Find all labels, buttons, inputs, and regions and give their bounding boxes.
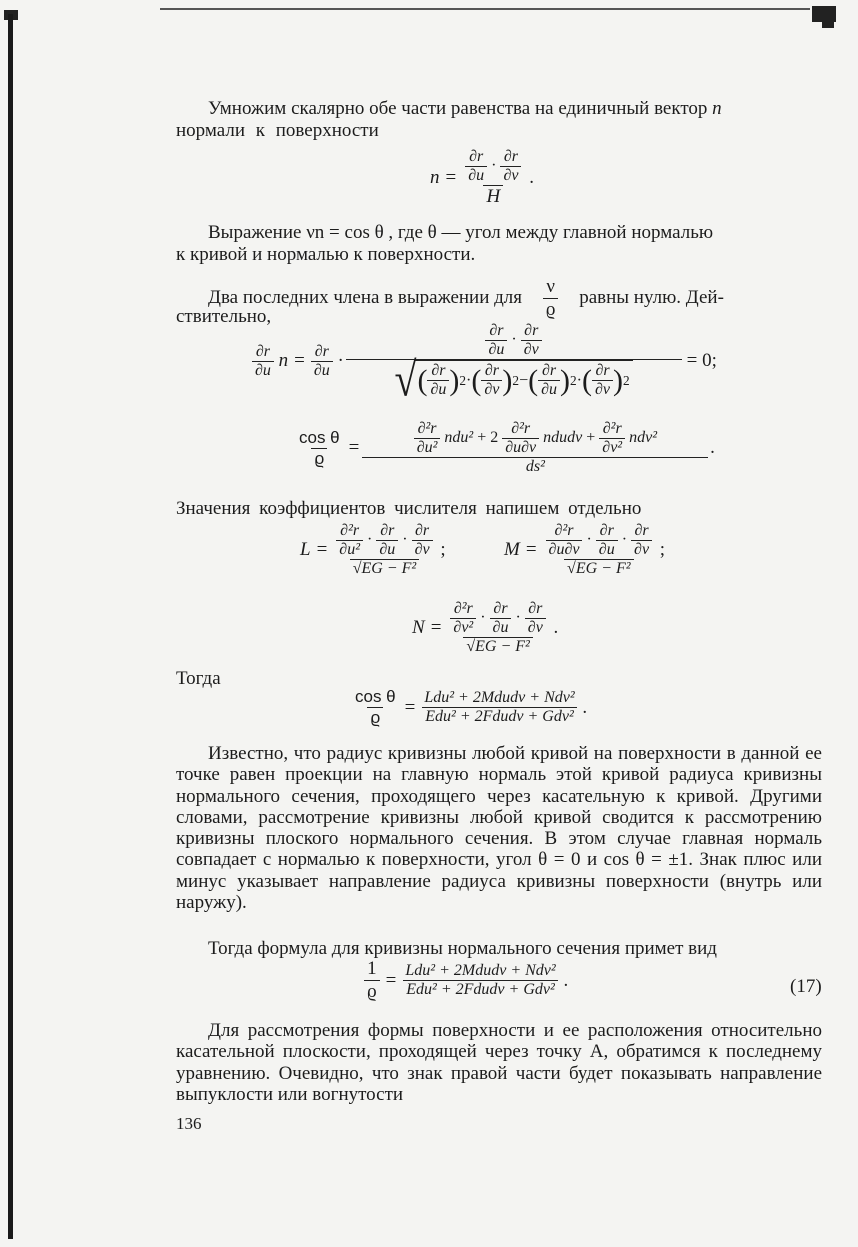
nu-over-rho — [543, 276, 559, 321]
paragraph-1-line-2: нормали к поверхности — [176, 120, 379, 141]
denominator: Edu² + 2Fdudv + Gdv² — [403, 980, 558, 999]
ds-squared: ds² — [362, 457, 708, 476]
rho: ϱ — [543, 298, 559, 321]
L: L — [300, 539, 311, 560]
denominator: √EG − F² — [463, 637, 532, 656]
paragraph-3-line-1 — [208, 276, 724, 321]
text: Два последних члена в выражении для — [208, 286, 523, 308]
equation-cos-ratio: $\frac{\text{cos θ}}{ϱ}$ = $\frac{\text{Ldu² + 2Mdudv + Ndv²}}{\text{Edu² + 2Fdudv + Gdv²}}$ . — [352, 686, 587, 728]
paragraph-7: Тогда формула для кривизны нормального сечения примет вид — [208, 938, 717, 959]
scan-edge-left — [8, 14, 13, 1239]
equals-zero: = 0; — [686, 350, 717, 371]
denominator: Edu² + 2Fdudv + Gdv² — [422, 707, 577, 726]
text: равны нулю. Дей- — [579, 286, 724, 308]
cos-theta: cos θ — [299, 427, 340, 447]
numerator: Ldu² + 2Mdudv + Ndv² — [424, 689, 575, 706]
N: N — [412, 617, 425, 638]
vector-n: n — [712, 98, 722, 119]
equation-L: L = $\frac{\text{∂²r}}{\text{∂u²}}$ · $\frac{\partial r}{\partial u}$ · $\frac{\partial r}{\partial v}$ √EG − F² ; — [300, 522, 446, 577]
paragraph-4: Значения коэффициентов числителя напишем отдельно — [176, 498, 642, 519]
rho: ϱ — [311, 448, 327, 469]
equation-N: N = $\frac{\text{∂²r}}{\text{∂v²}}$ · $\frac{\partial r}{\partial u}$ · $\frac{\partial r}{\partial v}$ √EG − F² . — [412, 600, 559, 655]
paragraph-6: Известно, что радиус кривизны любой кривой на поверхности в данной ее точке равен проекции на главную нормаль этой кривой радиуса кривизны нормального сечения, проходящего через касательную к кривой. Другими словами, рассмотрение кривизны любой кривой сводится к рассмотрению кривизны плоского нормального сечения. В этом случае главная нормаль совпадает с нормалью к поверхности, угол θ = 0 и cos θ = ±1. Знак плюс или минус указывает направление радиуса кривизны поверхности (внутрь или наружу). — [176, 743, 822, 914]
nu: ν — [546, 276, 555, 297]
rho: ϱ — [367, 707, 383, 728]
paragraph-2-line-2: к кривой и нормалью к поверхности. — [176, 244, 476, 265]
scan-corner-top-right-notch — [822, 20, 834, 28]
equation-unit-normal: n = $\frac{\partial r}{\partial u}$ · $\frac{\partial r}{\partial v}$ H . — [430, 148, 534, 207]
denominator: √EG − F² — [564, 559, 633, 578]
page-number: 136 — [176, 1114, 202, 1133]
paragraph-5: Тогда — [176, 668, 221, 689]
scan-edge-top — [160, 8, 810, 10]
equation-17: $\frac{1}{ϱ}$ = $\frac{\text{Ldu² + 2Mdudv + Ndv²}}{\text{Edu² + 2Fdudv + Gdv²}}$ . — [364, 958, 568, 1003]
equation-cos-theta: $\frac{\text{cos θ}}{ϱ}$ = $\frac{\text{∂²r}}{\text{∂u²}}$ ndu² + 2 $\frac{\text{∂²r}}{\partial u\partial v}$ ndudv + $\frac{\text{∂²r}}{\text{∂v²}}$ ndv² ds² . — [296, 420, 715, 476]
equation-number: (17) — [790, 976, 822, 997]
paragraph-2-line-1: Выражение νn = cos θ , где θ — угол между главной нормалью — [208, 222, 714, 243]
M: M — [504, 539, 520, 560]
paragraph-1-line-1 — [208, 98, 722, 120]
text: Умножим скалярно обе части равенства на единичный вектор — [208, 98, 708, 119]
numerator: Ldu² + 2Mdudv + Ndv² — [405, 962, 556, 979]
equation-M: M = $\frac{\text{∂²r}}{\partial u\partial v}$ · $\frac{\partial r}{\partial u}$ · $\frac{\partial r}{\partial v}$ √EG − F² ; — [504, 522, 666, 577]
paragraph-8: Для рассмотрения формы поверхности и ее расположения относительно касательной плоскости, проходящей через точку A, обратимся к последнему уравнению. Очевидно, что знак правой части будет показывать направление выпуклости или вогнутости — [176, 1020, 822, 1105]
equation-zero: $\frac{\partial r}{\partial u}$ n = $\frac{\partial r}{\partial u}$ · $\frac{\partial r}{\partial u}$ · $\frac{\partial r}{\partial v}$ √ ( $\frac{\partial r}{\partial u}$ ) 2 · ( $\frac{\partial r}{\partial v}$ ) 2 − ( $\frac{\partial r}{\partial u}$ ) 2 · ( $\frac{\partial r}{\partial v}$ ) 2 = 0; — [252, 322, 717, 400]
cos-theta: cos θ — [355, 687, 396, 706]
denominator: √EG − F² — [350, 559, 419, 578]
paragraph-3-line-2: ствительно, — [176, 306, 272, 327]
